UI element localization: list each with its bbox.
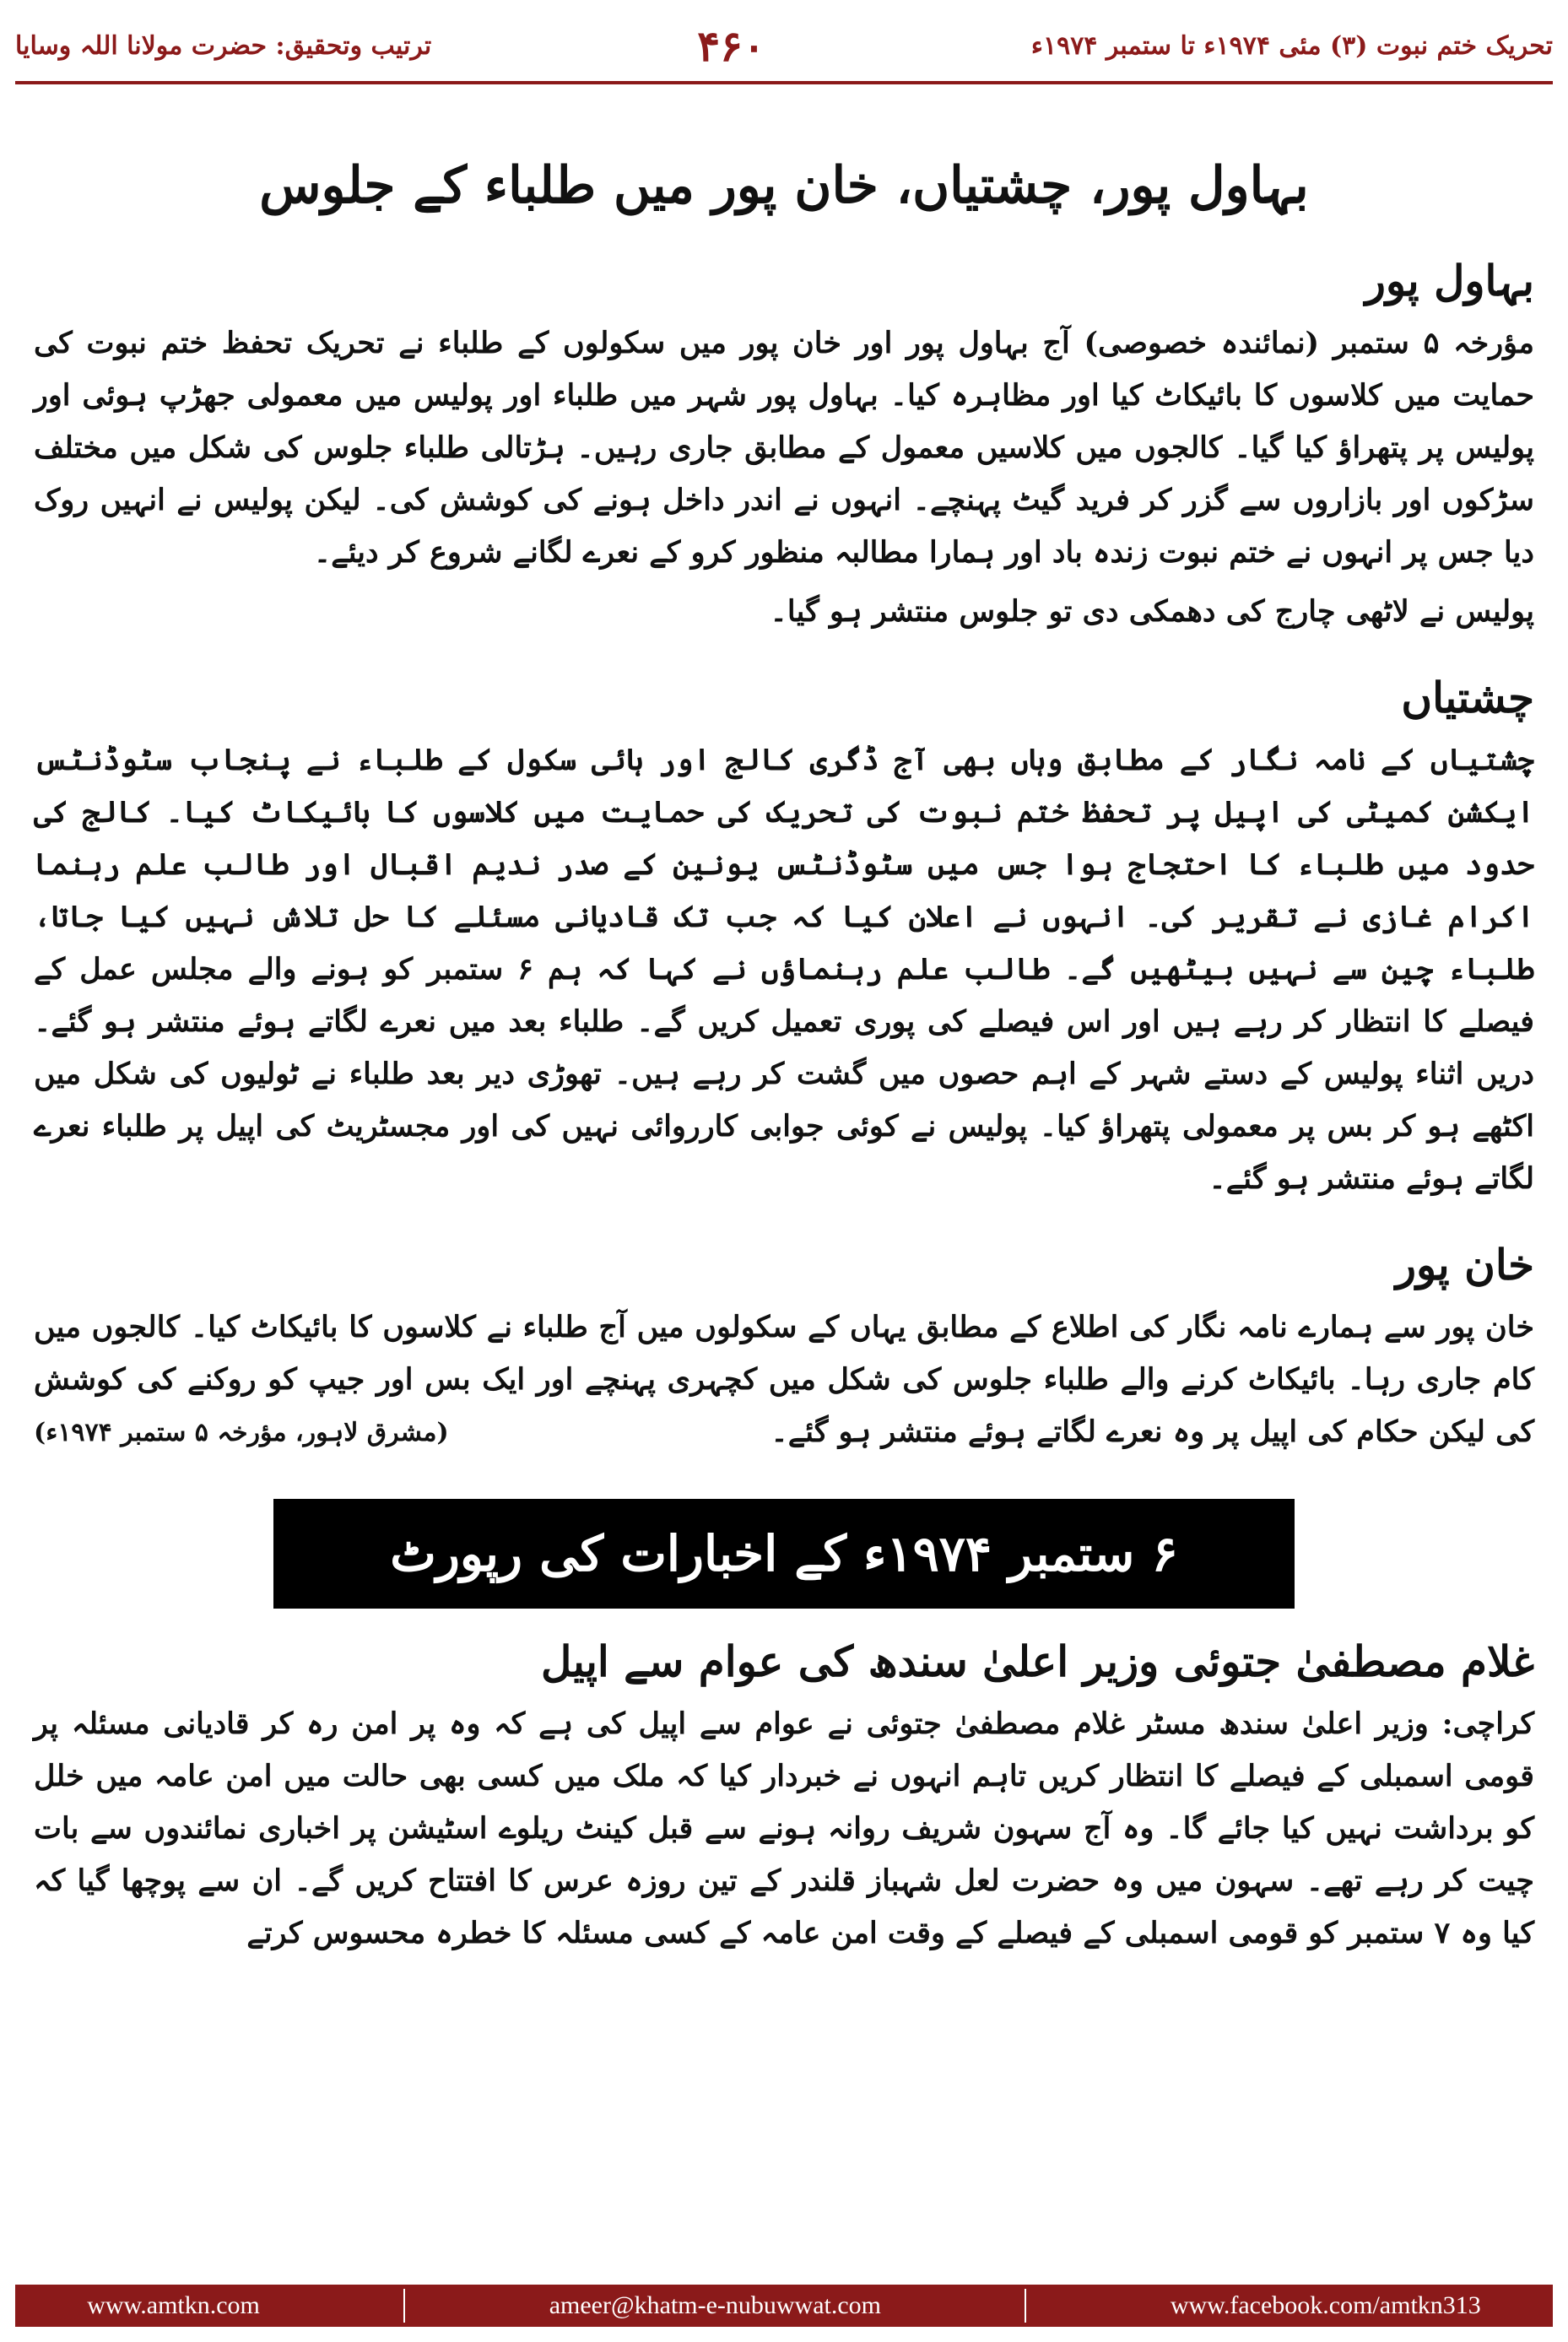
section-banner: ۶ ستمبر ۱۹۷۴ء کے اخبارات کی رپورٹ — [273, 1499, 1295, 1609]
page-header — [15, 12, 1553, 79]
website-link[interactable]: www.amtkn.com — [87, 2291, 260, 2319]
page-number: ۴۶۰ — [697, 20, 765, 71]
header-rule — [15, 81, 1553, 84]
footer-separator — [1025, 2289, 1026, 2323]
paragraph: خان پور سے ہمارے نامہ نگار کی اطلاع کے مطابق یہاں کے سکولوں میں آج طلباء نے کلاسوں کا بائیکاٹ کیا۔ کالجوں میں کام جاری رہا۔ بائیکاٹ کرنے والے طلباء جلوس کی شکل میں کچہری پہنچے اور ایک بس اور جیپ کو روکنے کی کوشش کی لیکن حکام کی اپیل پر وہ نعرے لگاتے ہوئے منتشر ہو گئے۔ — [34, 1310, 1534, 1449]
facebook-link[interactable]: www.facebook.com/amtkn313 — [1170, 2291, 1481, 2319]
section-heading-appeal: غلام مصطفیٰ جتوئی وزیر اعلیٰ سندھ کی عوام سے اپیل — [541, 1636, 1534, 1686]
paragraph: پولیس نے لاٹھی چارج کی دھمکی دی تو جلوس منتشر ہو گیا۔ — [770, 594, 1534, 629]
section-heading-khanpur: خان پور — [1395, 1240, 1534, 1290]
compiler-credit: ترتیب وتحقیق: حضرت مولانا اللہ وسایا — [15, 30, 432, 61]
book-title: تحریک ختم نبوت (۳) مئی ۱۹۷۴ء تا ستمبر ۱۹۷۴ء — [1030, 30, 1553, 61]
paragraph: مؤرخہ ۵ ستمبر (نمائندہ خصوصی) آج بہاول پور اور خان پور میں سکولوں کے طلباء نے تحریک تحفظ ختم نبوت کی حمایت میں کلاسوں کا بائیکاٹ کیا اور مظاہرہ کیا۔ بہاول پور شہر میں طلباء اور پولیس میں معمولی جھڑپ ہوئی اور پولیس پر پتھراؤ کیا گیا۔ کالجوں میں کلاسیں معمول کے مطابق جاری رہیں۔ ہڑتالی طلباء جلوس کی شکل میں مختلف سڑکوں اور بازاروں سے گزر کر فرید گیٹ پہنچے۔ انہوں نے اندر داخل ہونے کی کوشش کی۔ لیکن پولیس نے انہیں روک دیا جس پر انہوں نے ختم نبوت زندہ باد اور ہمارا مطالبہ منظور کرو کے نعرے لگانے شروع کر دیئے۔ — [34, 326, 1534, 570]
paragraph: چشتیاں کے نامہ نگار کے مطابق وہاں بھی آج ڈگری کالج اور ہائی سکول کے طلباء نے پنجاب سٹوڈنٹس ایکشن کمیٹی کی اپیل پر تحفظ ختم نبوت کی تحریک کی حمایت میں کلاسوں کا بائیکاٹ کیا۔ کالج کی حدود میں طلباء کا احتجاج ہوا جس میں سٹوڈنٹس یونین کے صدر ندیم اقبال اور طالب علم رہنما اکرام غازی نے تقریر کی۔ انہوں نے اعلان کیا کہ جب تک قادیانی مسئلے کا حل تلاش نہیں کیا جاتا، طلباء چین سے نہیں بیٹھیں گے۔ طالب علم رہنماؤں نے کہا کہ ہم ۶ ستمبر کو ہونے والے مجلس عمل کے فیصلے کا انتظار کر رہے ہیں اور اس فیصلے کی پوری تعمیل کریں گے۔ طلباء بعد میں نعرے لگاتے ہوئے منتشر ہو گئے۔ دریں اثناء پولیس کے دستے شہر کے اہم حصوں میں گشت کر رہے ہیں۔ تھوڑی دیر بعد طلباء نے ٹولیوں کی شکل میں اکٹھے ہو کر بس پر معمولی پتھراؤ کیا۔ پولیس نے کوئی جوابی کارروائی نہیں کی اور مجسٹریٹ کی اپیل پر طلباء نعرے لگاتے ہوئے منتشر ہو گئے۔ — [34, 743, 1534, 1196]
section-heading-chishtian: چشتیاں — [1401, 673, 1534, 722]
source-citation: (مشرق لاہور، مؤرخہ ۵ ستمبر ۱۹۷۴ء) — [34, 1418, 449, 1447]
article-body — [34, 253, 1534, 1966]
page-footer — [15, 2285, 1553, 2327]
section-heading-bahawalpur: بہاول پور — [1365, 256, 1534, 306]
page-title: بہاول پور، چشتیاں، خان پور میں طلباء کے جلوس — [259, 156, 1309, 215]
footer-separator — [403, 2289, 405, 2323]
paragraph: کراچی: وزیر اعلیٰ سندھ مسٹر غلام مصطفیٰ جتوئی نے عوام سے اپیل کی ہے کہ وہ پر امن رہ کر قادیانی مسئلہ پر قومی اسمبلی کے فیصلے کا انتظار کریں تاہم انہوں نے خبردار کیا کہ ملک میں کسی بھی حالت میں امن عامہ میں خلل کو برداشت نہیں کیا جائے گا۔ وہ آج سہون شریف روانہ ہونے سے قبل کینٹ ریلوے اسٹیشن پر اخباری نمائندوں سے بات چیت کر رہے تھے۔ سہون میں وہ حضرت لعل شہباز قلندر کے تین روزہ عرس کا افتتاح کریں گے۔ ان سے پوچھا گیا کہ کیا وہ ۷ ستمبر کو قومی اسمبلی کے فیصلے کے وقت امن عامہ کے کسی مسئلہ کا خطرہ محسوس کرتے — [34, 1706, 1534, 1950]
email-link[interactable]: ameer@khatm-e-nubuwwat.com — [549, 2291, 882, 2319]
